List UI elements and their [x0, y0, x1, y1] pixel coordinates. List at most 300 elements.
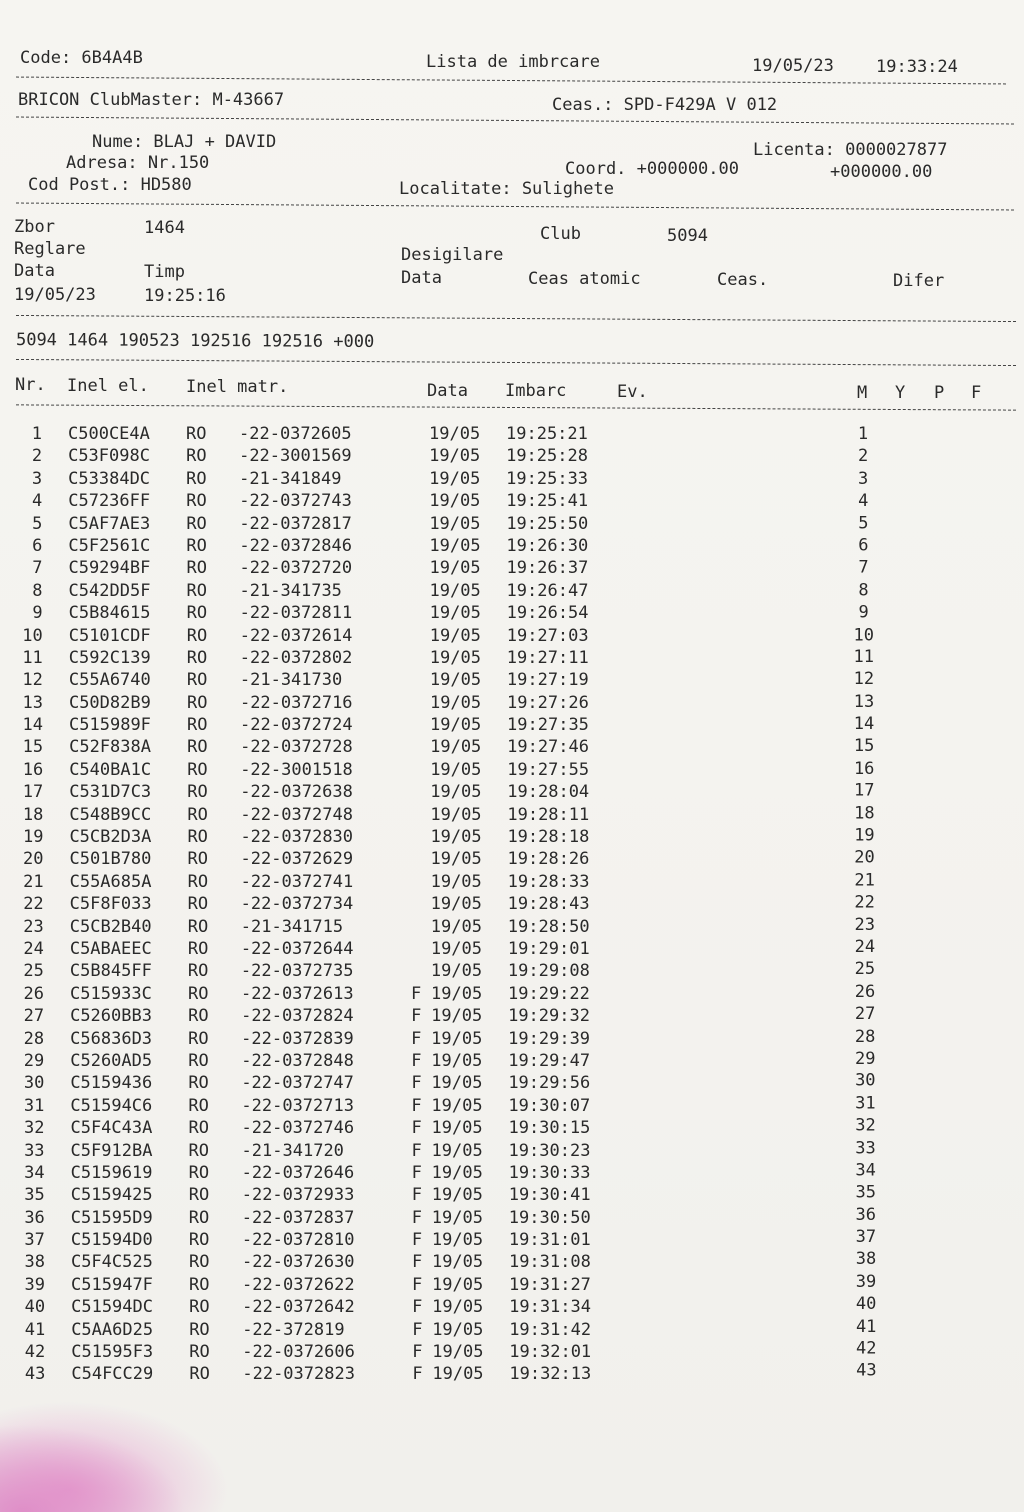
- row-number: 40: [24, 1297, 46, 1318]
- ring-number: -22-0372630: [241, 1252, 355, 1273]
- arrival-date: 19/05: [430, 961, 483, 982]
- electronic-ring: C5B84615: [68, 603, 151, 624]
- arrival-date: 19/05: [431, 1006, 483, 1027]
- row-number: 36: [24, 1207, 45, 1228]
- arrival-time: 19:28:04: [507, 782, 590, 803]
- ring-country: RO: [189, 1364, 210, 1385]
- ring-country: RO: [186, 446, 207, 467]
- ring-number: -22-0372713: [241, 1095, 354, 1116]
- event-flag: F: [412, 1319, 423, 1340]
- row-number: 9: [32, 603, 43, 624]
- ring-country: RO: [186, 647, 208, 668]
- electronic-ring: C515989F: [69, 715, 151, 736]
- club-number: 5094: [667, 226, 708, 246]
- owner-coord-2: +000000.00: [830, 162, 933, 182]
- ring-country: RO: [186, 558, 207, 579]
- ring-country: RO: [189, 1342, 210, 1363]
- atomic-clock-label: Ceas atomic: [528, 269, 641, 289]
- table-row: [2, 938, 1024, 960]
- row-number: 31: [23, 1095, 45, 1116]
- event-flag: F: [411, 1162, 422, 1183]
- rank-m: 29: [854, 1048, 876, 1069]
- ring-country: RO: [187, 938, 209, 959]
- separator: [16, 359, 1016, 366]
- separator: [16, 315, 1016, 322]
- arrival-time: 19:30:23: [508, 1140, 591, 1161]
- arrival-time: 19:30:07: [508, 1095, 591, 1116]
- ring-country: RO: [188, 1073, 209, 1094]
- row-number: 38: [24, 1252, 45, 1273]
- ring-number: -22-0372629: [240, 849, 354, 870]
- arrival-date: 19/05: [429, 647, 481, 668]
- ring-number: -22-0372606: [242, 1342, 355, 1363]
- ring-country: RO: [188, 1207, 210, 1228]
- print-time: 19:33:24: [876, 57, 958, 77]
- arrival-date: 19/05: [429, 580, 481, 601]
- ring-country: RO: [186, 580, 208, 601]
- ring-number: -22-0372622: [242, 1274, 355, 1295]
- table-row: [1, 826, 1024, 848]
- row-number: 20: [23, 849, 44, 870]
- rank-m: 24: [854, 937, 876, 958]
- rank-m: 39: [855, 1271, 877, 1292]
- ring-country: RO: [188, 1252, 210, 1273]
- row-number: 5: [32, 513, 43, 534]
- arrival-time: 19:31:42: [509, 1319, 592, 1340]
- electronic-ring: C53384DC: [68, 468, 151, 489]
- print-date: 19/05/23: [752, 56, 834, 76]
- ring-country: RO: [188, 1162, 210, 1183]
- event-flag: F: [411, 1252, 423, 1273]
- ring-number: -22-0372605: [239, 424, 352, 444]
- table-row: [1, 759, 1024, 781]
- arrival-date: 19/05: [430, 849, 482, 870]
- ring-number: -21-341720: [241, 1140, 344, 1161]
- club-label: Club: [540, 224, 581, 244]
- arrival-date: 19/05: [431, 1140, 483, 1161]
- table-row: [1, 580, 1024, 602]
- rank-m: 3: [858, 468, 869, 489]
- ring-number: -22-0372824: [241, 1006, 354, 1027]
- arrival-time: 19:29:56: [508, 1073, 591, 1094]
- arrival-date: 19/05: [431, 1162, 483, 1183]
- electronic-ring: C5F8F033: [69, 894, 152, 915]
- row-number: 16: [22, 759, 44, 780]
- electronic-ring: C5AA6D25: [71, 1319, 154, 1340]
- arrival-date: 19/05: [429, 692, 482, 713]
- arrival-date: 19/05: [431, 1073, 483, 1094]
- event-flag: F: [411, 1095, 422, 1116]
- ring-country: RO: [188, 983, 209, 1004]
- clock-label: Ceas.: [717, 270, 769, 290]
- electronic-ring: C501B780: [69, 849, 152, 870]
- rank-m: 7: [858, 557, 869, 578]
- ring-country: RO: [187, 782, 208, 803]
- event-flag: F: [412, 1342, 423, 1363]
- col-m: M: [857, 383, 868, 403]
- arrival-time: 19:27:26: [506, 692, 589, 713]
- ring-country: RO: [186, 468, 207, 489]
- col-nr: Nr.: [15, 375, 46, 395]
- row-number: 10: [22, 625, 43, 646]
- rank-m: 9: [858, 602, 869, 623]
- electronic-ring: C53F098C: [68, 446, 150, 467]
- row-number: 1: [31, 424, 42, 444]
- electronic-ring: C5F912BA: [70, 1140, 153, 1161]
- clubmaster-id: BRICON ClubMaster: M-43667: [18, 90, 285, 110]
- arrival-time: 19:31:27: [509, 1274, 591, 1295]
- row-number: 39: [24, 1274, 46, 1295]
- event-flag: F: [411, 1073, 422, 1094]
- separator: [16, 117, 1014, 125]
- table-row: [2, 983, 1024, 1005]
- electronic-ring: C51595D9: [70, 1207, 153, 1228]
- ring-number: -22-0372728: [240, 737, 353, 758]
- arrival-date: 19/05: [430, 759, 482, 780]
- table-row: [0, 557, 1024, 579]
- ring-number: -22-0372741: [240, 871, 354, 892]
- col-inel-matr: Inel matr.: [186, 377, 289, 397]
- row-number: 12: [22, 670, 43, 691]
- ring-country: RO: [189, 1319, 210, 1340]
- row-number: 2: [31, 446, 43, 467]
- event-flag: F: [411, 1006, 422, 1027]
- electronic-ring: C515947F: [71, 1274, 153, 1295]
- arrival-time: 19:29:01: [507, 938, 590, 959]
- row-number: 14: [22, 715, 44, 736]
- rank-m: 40: [855, 1294, 877, 1315]
- arrival-time: 19:28:11: [507, 804, 590, 825]
- ring-number: -22-0372735: [240, 961, 354, 982]
- table-row: [0, 423, 1024, 445]
- electronic-ring: C50D82B9: [68, 692, 151, 713]
- electronic-ring: C540BA1C: [69, 759, 152, 780]
- electronic-ring: C500CE4A: [68, 424, 150, 444]
- table-row: [1, 602, 1024, 624]
- ring-country: RO: [188, 1095, 209, 1116]
- rank-m: 25: [854, 959, 876, 980]
- row-number: 37: [24, 1230, 45, 1251]
- col-inel-el: Inel el.: [67, 376, 149, 396]
- ring-country: RO: [187, 849, 209, 870]
- row-number: 7: [32, 558, 43, 579]
- arrival-date: 19/05: [432, 1274, 484, 1295]
- arrival-date: 19/05: [430, 782, 482, 803]
- ring-number: -22-0372720: [239, 558, 353, 579]
- ring-number: -22-0372802: [239, 647, 353, 668]
- rank-m: 38: [855, 1249, 877, 1270]
- row-number: 32: [23, 1118, 45, 1139]
- arrival-time: 19:27:35: [507, 715, 589, 736]
- arrival-time: 19:27:55: [507, 759, 590, 780]
- owner-postal-code: Cod Post.: HD580: [28, 175, 192, 195]
- table-row: [2, 871, 1024, 893]
- owner-license: Licenta: 0000027877: [753, 140, 948, 160]
- event-flag: F: [412, 1274, 423, 1295]
- arrival-date: 19/05: [429, 424, 481, 444]
- arrival-date: 19/05: [430, 916, 482, 937]
- ring-number: -21-341730: [239, 670, 343, 691]
- rank-m: 34: [855, 1160, 876, 1181]
- ring-number: -22-0372646: [241, 1162, 355, 1183]
- arrival-time: 19:30:15: [508, 1118, 591, 1139]
- electronic-ring: C5CB2D3A: [69, 827, 152, 848]
- electronic-ring: C55A685A: [69, 871, 152, 892]
- table-row: [1, 625, 1024, 647]
- ring-number: -22-0372743: [239, 491, 352, 512]
- row-number: 23: [23, 916, 44, 937]
- separator: [16, 404, 1016, 410]
- row-number: 6: [32, 535, 43, 556]
- basketing-table: [0, 423, 1024, 1386]
- arrival-time: 19:28:50: [507, 916, 590, 937]
- arrival-time: 19:29:47: [508, 1050, 591, 1071]
- ring-number: -22-3001569: [239, 446, 352, 467]
- arrival-date: 19/05: [431, 1028, 483, 1049]
- row-number: 42: [24, 1342, 46, 1363]
- owner-coord: Coord. +000000.00: [565, 159, 739, 179]
- electronic-ring: C59294BF: [68, 558, 151, 579]
- ring-country: RO: [189, 1274, 210, 1295]
- arrival-time: 19:27:46: [507, 737, 590, 758]
- row-number: 35: [24, 1185, 45, 1206]
- event-flag: F: [411, 1230, 423, 1251]
- ring-country: RO: [188, 1118, 209, 1139]
- ring-number: -22-0372933: [241, 1185, 355, 1206]
- rank-m: 19: [854, 825, 875, 846]
- rank-m: 28: [854, 1026, 876, 1047]
- table-row: [2, 848, 1024, 870]
- row-number: 43: [24, 1364, 46, 1385]
- ring-country: RO: [187, 961, 209, 982]
- ring-country: RO: [187, 871, 209, 892]
- arrival-time: 19:25:28: [506, 446, 588, 467]
- document-code: Code: 6B4A4B: [20, 48, 143, 68]
- electronic-ring: C5AF7AE3: [68, 513, 151, 534]
- owner-address: Adresa: Nr.150: [66, 153, 210, 173]
- ring-country: RO: [187, 827, 208, 848]
- table-row: [2, 1028, 1024, 1050]
- rank-m: 20: [854, 847, 875, 868]
- arrival-time: 19:27:19: [506, 670, 589, 691]
- arrival-time: 19:29:22: [508, 983, 590, 1004]
- rank-m: 16: [853, 758, 875, 779]
- electronic-ring: C548B9CC: [69, 804, 152, 825]
- row-number: 22: [23, 894, 44, 915]
- row-number: 19: [22, 827, 44, 848]
- arrival-time: 19:28:26: [507, 849, 590, 870]
- rank-m: 42: [856, 1338, 877, 1359]
- arrival-date: 19/05: [432, 1342, 484, 1363]
- ring-country: RO: [186, 692, 208, 713]
- arrival-date: 19/05: [430, 804, 482, 825]
- electronic-ring: C5ABAEEC: [69, 938, 152, 959]
- arrival-date: 19/05: [429, 446, 481, 467]
- ring-country: RO: [186, 513, 207, 534]
- electronic-ring: C592C139: [68, 647, 151, 668]
- electronic-ring: C5F4C43A: [70, 1118, 153, 1139]
- rank-m: 8: [858, 580, 869, 601]
- arrival-date: 19/05: [429, 558, 481, 579]
- rank-m: 32: [855, 1115, 876, 1136]
- arrival-time: 19:28:18: [507, 827, 590, 848]
- electronic-ring: C51594DC: [71, 1297, 154, 1318]
- electronic-ring: C57236FF: [68, 491, 151, 512]
- event-flag: F: [412, 1297, 423, 1318]
- event-flag: F: [411, 1207, 423, 1228]
- arrival-date: 19/05: [431, 1185, 483, 1206]
- row-number: 25: [23, 961, 44, 982]
- table-row: [1, 714, 1024, 736]
- ring-number: -22-0372716: [239, 692, 353, 713]
- ring-country: RO: [188, 1050, 209, 1071]
- rank-m: 2: [857, 446, 869, 467]
- row-number: 29: [23, 1050, 45, 1071]
- ring-country: RO: [188, 1140, 210, 1161]
- arrival-date: 19/05: [432, 1297, 484, 1318]
- rank-m: 35: [855, 1182, 876, 1203]
- electronic-ring: C5B845FF: [69, 961, 152, 982]
- col-p: P: [934, 383, 945, 403]
- arrival-time: 19:26:54: [506, 603, 589, 624]
- ring-number: -21-341849: [239, 468, 342, 489]
- ring-country: RO: [186, 491, 207, 512]
- rank-m: 26: [854, 981, 876, 1002]
- rank-m: 4: [858, 490, 869, 511]
- row-number: 3: [31, 468, 43, 489]
- table-row: [1, 692, 1024, 714]
- ring-country: RO: [186, 424, 207, 444]
- arrival-date: 19/05: [432, 1319, 484, 1340]
- rank-m: 18: [854, 803, 875, 824]
- ring-number: -22-372819: [242, 1319, 345, 1340]
- col-ev: Ev.: [617, 382, 648, 402]
- paper-stain: [0, 1400, 230, 1512]
- ring-number: -22-0372746: [241, 1118, 355, 1139]
- arrival-date: 19/05: [431, 1118, 483, 1139]
- electronic-ring: C51594C6: [70, 1095, 153, 1116]
- table-row: [1, 647, 1024, 669]
- separator: [16, 203, 1014, 211]
- ring-country: RO: [186, 625, 208, 646]
- row-number: 24: [23, 938, 44, 959]
- event-flag: F: [411, 1140, 422, 1161]
- arrival-date: 19/05: [431, 1252, 484, 1273]
- rank-m: 23: [854, 914, 875, 935]
- ring-number: -22-0372638: [240, 782, 353, 803]
- arrival-date: 19/05: [429, 625, 481, 646]
- rank-m: 27: [854, 1004, 876, 1025]
- arrival-date: 19/05: [430, 871, 482, 892]
- event-flag: F: [411, 1185, 422, 1206]
- rank-m: 22: [854, 892, 875, 913]
- table-row: [1, 669, 1024, 691]
- rank-m: 17: [854, 780, 875, 801]
- row-number: 21: [23, 871, 44, 892]
- arrival-date: 19/05: [429, 670, 482, 691]
- arrival-time: 19:25:50: [506, 513, 589, 534]
- arrival-time: 19:28:43: [507, 894, 590, 915]
- table-row: [0, 468, 1024, 490]
- rank-m: 11: [853, 647, 875, 668]
- electronic-ring: C5260BB3: [70, 1006, 152, 1027]
- arrival-time: 19:27:11: [506, 647, 589, 668]
- ring-number: -22-0372811: [239, 603, 353, 624]
- arrival-date: 19/05: [429, 468, 481, 489]
- electronic-ring: C5CB2B40: [69, 916, 152, 937]
- col-f: F: [971, 383, 982, 403]
- clock-id: Ceas.: SPD-F429A V 012: [552, 95, 778, 115]
- row-number: 15: [22, 737, 44, 758]
- rank-m: 5: [858, 513, 869, 534]
- ring-country: RO: [187, 894, 209, 915]
- ring-number: -22-0372823: [242, 1364, 355, 1385]
- table-row: [2, 893, 1024, 915]
- event-flag: F: [411, 1050, 422, 1071]
- reglare-date: 19/05/23: [14, 285, 96, 305]
- data2-label: Data: [401, 268, 442, 288]
- separator: [16, 77, 1006, 85]
- event-flag: F: [411, 1028, 422, 1049]
- summary-line: 5094 1464 190523 192516 192516 +000: [15, 330, 375, 352]
- ring-country: RO: [188, 1006, 209, 1027]
- table-row: [2, 1050, 1024, 1072]
- table-row: [0, 513, 1024, 535]
- ring-number: -22-0372614: [239, 625, 353, 646]
- arrival-time: 19:25:41: [506, 491, 589, 512]
- table-row: [0, 445, 1024, 467]
- rank-m: 31: [855, 1093, 876, 1114]
- ring-country: RO: [187, 804, 208, 825]
- event-flag: F: [412, 1364, 423, 1385]
- row-number: 4: [31, 491, 43, 512]
- electronic-ring: C5F4C525: [70, 1252, 153, 1273]
- ring-number: -21-341715: [240, 916, 344, 937]
- ring-number: -22-0372748: [240, 804, 353, 825]
- ring-country: RO: [189, 1297, 210, 1318]
- ring-number: -22-0372839: [241, 1028, 354, 1049]
- electronic-ring: C51594D0: [70, 1230, 153, 1251]
- ring-number: -22-0372848: [241, 1050, 354, 1071]
- electronic-ring: C542DD5F: [68, 580, 151, 601]
- owner-name: Nume: BLAJ + DAVID: [92, 132, 277, 152]
- ring-number: -22-3001518: [240, 759, 353, 780]
- event-flag: F: [411, 1118, 422, 1139]
- data-label: Data: [14, 261, 55, 281]
- table-row: [2, 916, 1024, 938]
- electronic-ring: C5159436: [70, 1073, 153, 1094]
- arrival-date: 19/05: [431, 983, 483, 1004]
- arrival-time: 19:28:33: [507, 871, 590, 892]
- arrival-date: 19/05: [430, 894, 482, 915]
- arrival-time: 19:29:08: [507, 961, 590, 982]
- electronic-ring: C51595F3: [71, 1342, 154, 1363]
- reglare-label: Reglare: [14, 239, 86, 259]
- owner-locality: Localitate: Sulighete: [399, 179, 614, 199]
- arrival-date: 19/05: [431, 1050, 483, 1071]
- ring-country: RO: [187, 715, 208, 736]
- rank-m: 33: [855, 1137, 876, 1158]
- timp-label: Timp: [144, 262, 185, 282]
- arrival-date: 19/05: [429, 535, 481, 556]
- arrival-time: 19:31:01: [508, 1230, 591, 1251]
- arrival-time: 19:26:47: [506, 580, 589, 601]
- arrival-time: 19:30:50: [508, 1207, 591, 1228]
- event-flag: F: [411, 983, 422, 1004]
- table-row: [2, 960, 1024, 982]
- arrival-time: 19:27:03: [506, 625, 589, 646]
- ring-country: RO: [187, 737, 208, 758]
